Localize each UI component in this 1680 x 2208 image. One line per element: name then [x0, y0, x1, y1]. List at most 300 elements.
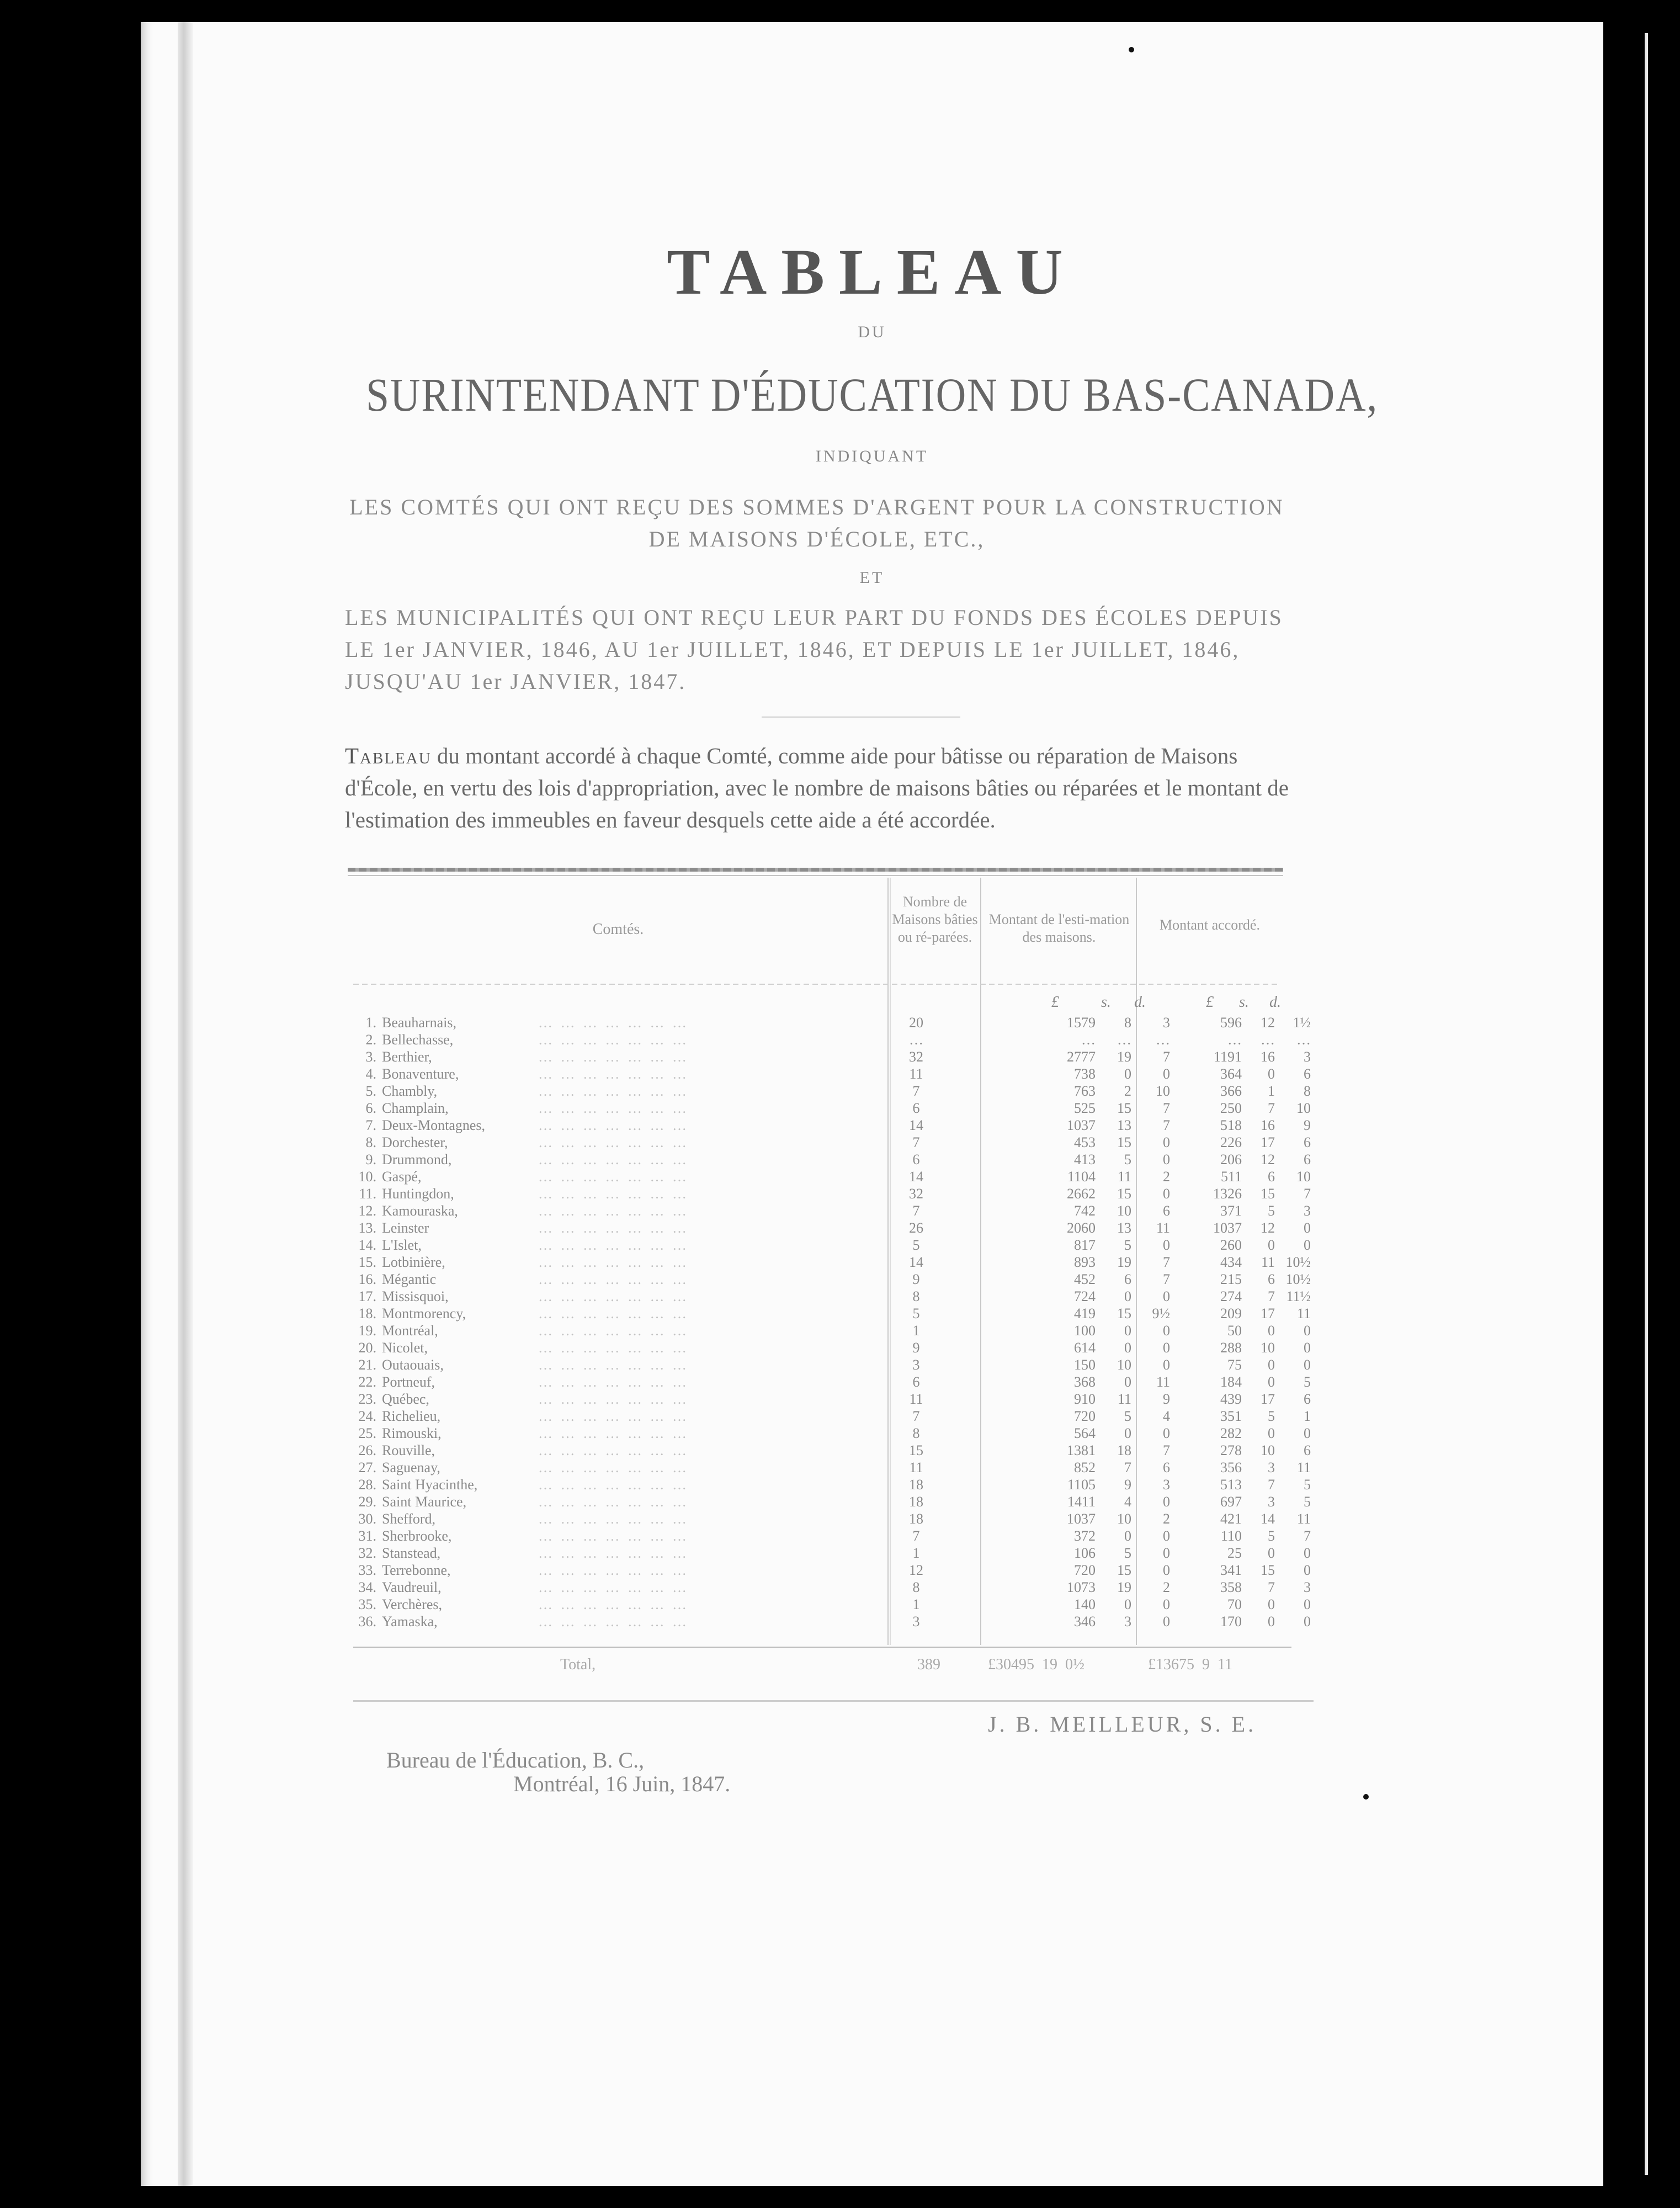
maisons-count: 18 — [909, 1511, 923, 1527]
signature: J. B. MEILLEUR, S. E. — [988, 1712, 1257, 1737]
row-number: 15. — [358, 1254, 376, 1270]
column-header-maisons: Nombre de Maisons bâties ou ré-parées. — [892, 894, 978, 945]
page-spine-shadow — [178, 22, 193, 2186]
accorde-pence: 0 — [1304, 1613, 1311, 1630]
column-header-estimation: Montant de l'esti-mation des maisons. — [988, 911, 1130, 945]
accorde-pounds: 206 — [1220, 1151, 1242, 1167]
county-name: Missisquoi, — [382, 1288, 449, 1304]
maisons-count: 26 — [909, 1220, 923, 1236]
maisons-count: 14 — [909, 1117, 923, 1133]
accorde-pounds: 75 — [1227, 1357, 1242, 1373]
short-divider — [762, 716, 960, 718]
table-row — [353, 1408, 1311, 1425]
estimation-shillings: 13 — [1117, 1220, 1131, 1236]
accorde-pence: 5 — [1304, 1477, 1311, 1493]
table-row — [353, 1117, 1311, 1134]
estimation-shillings: 2 — [1124, 1083, 1131, 1099]
row-number: 8. — [365, 1134, 376, 1150]
row-number: 24. — [358, 1408, 376, 1424]
accorde-shillings: 3 — [1268, 1459, 1275, 1475]
county-name: Montmorency, — [382, 1305, 466, 1321]
accorde-pence: 1 — [1304, 1408, 1311, 1424]
estimation-pence: 7 — [1163, 1271, 1170, 1287]
row-number: 26. — [358, 1442, 376, 1458]
row-number: 28. — [358, 1477, 376, 1493]
accorde-pounds: 25 — [1227, 1545, 1242, 1561]
county-name: Huntingdon, — [382, 1186, 454, 1202]
estimation-pounds: 852 — [1074, 1459, 1096, 1475]
row-number: 19. — [358, 1323, 376, 1339]
table-row — [353, 1442, 1311, 1459]
accorde-pounds: 1037 — [1213, 1220, 1242, 1236]
estimation-shillings: 19 — [1117, 1049, 1131, 1065]
description-text: du montant accordé à chaque Comté, comme aide pour bâtisse ou réparation de Maisons d'École, en vertu des lois d'appropriation, avec le nombre de maisons bâties ou réparées et le montant de l'estimation des immeubles en faveur desquels cette aide a été accordée. — [345, 743, 1289, 832]
county-name: Mégantic — [382, 1271, 437, 1287]
accorde-shillings: 17 — [1261, 1305, 1275, 1321]
leader-dots: … … … … … … … — [538, 1203, 689, 1219]
table-row — [353, 1220, 1311, 1236]
accorde-shillings: 7 — [1268, 1579, 1275, 1595]
leader-dots: … … … … … … … — [538, 1237, 689, 1253]
estimation-pence: 0 — [1163, 1237, 1170, 1253]
accorde-pence: 10½ — [1285, 1254, 1311, 1270]
accorde-pounds: 596 — [1220, 1015, 1242, 1031]
maisons-count: 15 — [909, 1442, 923, 1458]
accorde-pence: 5 — [1304, 1374, 1311, 1390]
estimation-shillings: 9 — [1124, 1477, 1131, 1493]
description-lead: Tableau — [345, 743, 432, 768]
accorde-pence: 11 — [1296, 1459, 1311, 1475]
unit-pound-accorde: £ — [1206, 994, 1214, 1011]
estimation-pence: … — [1156, 1032, 1170, 1048]
estimation-pence: 0 — [1163, 1494, 1170, 1510]
table-top-rule — [348, 868, 1283, 872]
accorde-pounds: 364 — [1220, 1066, 1242, 1082]
county-name: Bonaventure, — [382, 1066, 459, 1082]
row-number: 14. — [358, 1237, 376, 1253]
row-number: 36. — [358, 1613, 376, 1630]
estimation-pounds: 910 — [1074, 1391, 1096, 1407]
maisons-count: 1 — [912, 1596, 920, 1612]
estimation-shillings: 7 — [1124, 1459, 1131, 1475]
county-name: Richelieu, — [382, 1408, 441, 1424]
column-header-comtes: Comtés. — [592, 921, 644, 938]
maisons-count: 8 — [912, 1579, 920, 1595]
maisons-count: 32 — [909, 1186, 923, 1202]
accorde-shillings: 7 — [1268, 1288, 1275, 1304]
estimation-pence: 11 — [1156, 1374, 1170, 1390]
row-number: 6. — [365, 1100, 376, 1116]
estimation-pence: 11 — [1156, 1220, 1170, 1236]
county-name: Québec, — [382, 1391, 429, 1407]
table-row — [353, 1032, 1311, 1048]
accorde-pence: 7 — [1304, 1186, 1311, 1202]
leader-dots: … … … … … … … — [538, 1511, 689, 1527]
estimation-pence: 0 — [1163, 1186, 1170, 1202]
county-name: Champlain, — [382, 1100, 449, 1116]
municipalites-heading: LES MUNICIPALITÉS QUI ONT REÇU LEUR PART DU FONDS DES ÉCOLES DEPUIS LE 1er JANVIER, 1846, AU 1er JUILLET, 1846, ET DEPUIS LE 1er JUILLET, 1846, JUSQU'AU 1er JANVIER, 1847. — [345, 605, 1283, 694]
estimation-shillings: 0 — [1124, 1066, 1131, 1082]
row-number: 29. — [358, 1494, 376, 1510]
accorde-pounds: 209 — [1220, 1305, 1242, 1321]
accorde-pence: 5 — [1304, 1494, 1311, 1510]
accorde-pence: 0 — [1304, 1425, 1311, 1441]
maisons-count: 9 — [912, 1271, 920, 1287]
table-row — [353, 1477, 1311, 1493]
leader-dots: … … … … … … … — [538, 1562, 689, 1578]
estimation-pounds: … — [1081, 1032, 1096, 1048]
accorde-pounds: 1191 — [1213, 1049, 1242, 1065]
accorde-shillings: 6 — [1268, 1271, 1275, 1287]
county-name: Berthier, — [382, 1049, 432, 1065]
unit-shilling-accorde: s. — [1239, 994, 1249, 1011]
accorde-shillings: 0 — [1268, 1545, 1275, 1561]
accorde-pence: 10½ — [1285, 1271, 1311, 1287]
estimation-pence: 0 — [1163, 1425, 1170, 1441]
accorde-pounds: 356 — [1220, 1459, 1242, 1475]
county-name: Kamouraska, — [382, 1203, 458, 1219]
row-number: 27. — [358, 1459, 376, 1475]
maisons-count: 11 — [909, 1391, 923, 1407]
estimation-pence: 10 — [1156, 1083, 1170, 1099]
estimation-pounds: 106 — [1074, 1545, 1096, 1561]
estimation-pence: 0 — [1163, 1562, 1170, 1578]
accorde-shillings: 12 — [1261, 1015, 1275, 1031]
leader-dots: … … … … … … … — [538, 1477, 689, 1493]
accorde-shillings: 5 — [1268, 1528, 1275, 1544]
estimation-shillings: 6 — [1124, 1271, 1131, 1287]
leader-dots: … … … … … … … — [538, 1323, 689, 1339]
estimation-shillings: 10 — [1117, 1203, 1131, 1219]
estimation-pence: 7 — [1163, 1100, 1170, 1116]
maisons-count: 8 — [912, 1425, 920, 1441]
leader-dots: … … … … … … … — [538, 1151, 689, 1167]
estimation-pence: 4 — [1163, 1408, 1170, 1424]
maisons-count: 5 — [912, 1305, 920, 1321]
accorde-shillings: 1 — [1268, 1083, 1275, 1099]
estimation-pounds: 738 — [1074, 1066, 1096, 1082]
maisons-count: 5 — [912, 1237, 920, 1253]
row-number: 23. — [358, 1391, 376, 1407]
maisons-count: 14 — [909, 1254, 923, 1270]
unit-pence-accorde: d. — [1269, 994, 1281, 1011]
accorde-pounds: 439 — [1220, 1391, 1242, 1407]
accorde-pence: 9 — [1304, 1117, 1311, 1133]
estimation-pence: 0 — [1163, 1134, 1170, 1150]
row-number: 33. — [358, 1562, 376, 1578]
leader-dots: … … … … … … … — [538, 1494, 689, 1510]
accorde-pounds: 366 — [1220, 1083, 1242, 1099]
row-number: 9. — [365, 1151, 376, 1167]
total-label: Total, — [560, 1656, 596, 1673]
estimation-pounds: 413 — [1074, 1151, 1096, 1167]
estimation-pence: 0 — [1163, 1528, 1170, 1544]
leader-dots: … … … … … … … — [538, 1032, 689, 1048]
accorde-shillings: 0 — [1268, 1374, 1275, 1390]
accorde-pounds: 518 — [1220, 1117, 1242, 1133]
accorde-shillings: 10 — [1261, 1442, 1275, 1458]
estimation-shillings: 15 — [1117, 1134, 1131, 1150]
estimation-pence: 0 — [1163, 1340, 1170, 1356]
row-number: 18. — [358, 1305, 376, 1321]
comtes-heading: LES COMTÉS QUI ONT REÇU DES SOMMES D'ARGENT POUR LA CONSTRUCTION DE MAISONS D'ÉCOLE, ETC., — [349, 495, 1284, 551]
maisons-count: 6 — [912, 1100, 920, 1116]
estimation-pence: 0 — [1163, 1545, 1170, 1561]
estimation-shillings: 15 — [1117, 1100, 1131, 1116]
estimation-shillings: 0 — [1124, 1425, 1131, 1441]
estimation-shillings: 10 — [1117, 1511, 1131, 1527]
row-number: 32. — [358, 1545, 376, 1561]
table-row — [353, 1169, 1311, 1185]
county-name: Chambly, — [382, 1083, 438, 1099]
estimation-pounds: 614 — [1074, 1340, 1096, 1356]
estimation-pence: 3 — [1163, 1015, 1170, 1031]
county-name: Bellechasse, — [382, 1032, 454, 1048]
accorde-shillings: 16 — [1261, 1117, 1275, 1133]
table-row — [353, 1357, 1311, 1373]
county-name: Shefford, — [382, 1511, 436, 1527]
estimation-pence: 7 — [1163, 1254, 1170, 1270]
estimation-pence: 0 — [1163, 1288, 1170, 1304]
maisons-count: … — [909, 1032, 923, 1048]
row-number: 13. — [358, 1220, 376, 1236]
estimation-pounds: 150 — [1074, 1357, 1096, 1373]
estimation-shillings: 8 — [1124, 1015, 1131, 1031]
estimation-pounds: 368 — [1074, 1374, 1096, 1390]
estimation-pounds: 724 — [1074, 1288, 1096, 1304]
maisons-count: 7 — [912, 1134, 920, 1150]
maisons-count: 8 — [912, 1288, 920, 1304]
accorde-pence: 0 — [1304, 1596, 1311, 1612]
estimation-shillings: 0 — [1124, 1374, 1131, 1390]
leader-dots: … … … … … … … — [538, 1579, 689, 1595]
accorde-pence: 6 — [1304, 1391, 1311, 1407]
accorde-pence: 3 — [1304, 1203, 1311, 1219]
indiquant-label: INDIQUANT — [815, 447, 929, 465]
estimation-shillings: 5 — [1124, 1545, 1131, 1561]
estimation-shillings: 13 — [1117, 1117, 1131, 1133]
estimation-pounds: 140 — [1074, 1596, 1096, 1612]
leader-dots: … … … … … … … — [538, 1596, 689, 1612]
county-name: Saint Hyacinthe, — [382, 1477, 478, 1493]
county-name: Sherbrooke, — [382, 1528, 452, 1544]
table-row — [353, 1425, 1311, 1442]
column-header-accorde: Montant accordé. — [1160, 917, 1260, 933]
table-top-rule-thin — [348, 875, 1283, 876]
estimation-shillings: 0 — [1124, 1528, 1131, 1544]
accorde-pence: 11 — [1296, 1511, 1311, 1527]
accorde-pence: 7 — [1304, 1528, 1311, 1544]
estimation-pence: 0 — [1163, 1596, 1170, 1612]
county-name: Beauharnais, — [382, 1015, 457, 1031]
estimation-pounds: 452 — [1074, 1271, 1096, 1287]
estimation-pounds: 346 — [1074, 1613, 1096, 1630]
accorde-pence: 11½ — [1286, 1288, 1311, 1304]
accorde-shillings: 14 — [1261, 1511, 1275, 1527]
estimation-pounds: 1579 — [1067, 1015, 1096, 1031]
page-edge — [1645, 33, 1648, 2175]
accorde-pence: 6 — [1304, 1151, 1311, 1167]
row-number: 30. — [358, 1511, 376, 1527]
accorde-pounds: 697 — [1220, 1494, 1242, 1510]
table-row — [353, 1494, 1311, 1510]
accorde-shillings: 3 — [1268, 1494, 1275, 1510]
leader-dots: … … … … … … … — [538, 1357, 689, 1373]
county-name: Drummond, — [382, 1151, 452, 1167]
estimation-pounds: 720 — [1074, 1562, 1096, 1578]
accorde-shillings: 0 — [1268, 1596, 1275, 1612]
accorde-shillings: 7 — [1268, 1100, 1275, 1116]
estimation-shillings: 18 — [1117, 1442, 1131, 1458]
table-row — [353, 1459, 1311, 1476]
leader-dots: … … … … … … … — [538, 1545, 689, 1561]
estimation-pounds: 1411 — [1067, 1494, 1096, 1510]
county-name: Leinster — [382, 1220, 429, 1236]
estimation-shillings: 0 — [1124, 1596, 1131, 1612]
accorde-pounds: 250 — [1220, 1100, 1242, 1116]
estimation-shillings: 0 — [1124, 1323, 1131, 1339]
county-name: Vaudreuil, — [382, 1579, 442, 1595]
maisons-count: 7 — [912, 1083, 920, 1099]
estimation-pence: 9½ — [1152, 1305, 1170, 1321]
leader-dots: … … … … … … … — [538, 1425, 689, 1441]
accorde-pounds: 1326 — [1213, 1186, 1242, 1202]
row-number: 2. — [365, 1032, 376, 1048]
table-row — [353, 1049, 1311, 1065]
maisons-count: 9 — [912, 1340, 920, 1356]
accorde-shillings: 12 — [1261, 1220, 1275, 1236]
maisons-count: 1 — [912, 1545, 920, 1561]
estimation-pence: 2 — [1163, 1511, 1170, 1527]
table-row — [353, 1562, 1311, 1579]
county-name: Montréal, — [382, 1323, 438, 1339]
maisons-count: 12 — [909, 1562, 923, 1578]
accorde-pounds: 371 — [1220, 1203, 1242, 1219]
accorde-pence: 10 — [1296, 1100, 1311, 1116]
estimation-shillings: 19 — [1117, 1579, 1131, 1595]
estimation-pence: 2 — [1163, 1169, 1170, 1185]
et-label: ET — [859, 569, 885, 587]
accorde-pence: 0 — [1304, 1323, 1311, 1339]
estimation-pounds: 1037 — [1067, 1117, 1096, 1133]
accorde-shillings: 0 — [1268, 1613, 1275, 1630]
maisons-count: 20 — [909, 1015, 923, 1031]
leader-dots: … … … … … … … — [538, 1528, 689, 1544]
accorde-shillings: 12 — [1261, 1151, 1275, 1167]
accorde-shillings: 16 — [1261, 1049, 1275, 1065]
accorde-pounds: 50 — [1227, 1323, 1242, 1339]
county-name: Verchères, — [382, 1596, 442, 1612]
row-number: 5. — [365, 1083, 376, 1099]
accorde-pence: 0 — [1304, 1562, 1311, 1578]
accorde-pence: 0 — [1304, 1357, 1311, 1373]
estimation-pence: 3 — [1163, 1477, 1170, 1493]
estimation-pence: 0 — [1163, 1357, 1170, 1373]
leader-dots: … … … … … … … — [538, 1459, 689, 1475]
table-row — [353, 1254, 1311, 1271]
leader-dots: … … … … … … … — [538, 1015, 689, 1031]
row-number: 16. — [358, 1271, 376, 1287]
accorde-shillings: 0 — [1268, 1323, 1275, 1339]
estimation-pounds: 564 — [1074, 1425, 1096, 1441]
row-number: 34. — [358, 1579, 376, 1595]
table-row — [353, 1305, 1311, 1322]
estimation-pence: 7 — [1163, 1049, 1170, 1065]
accorde-pence: 3 — [1304, 1579, 1311, 1595]
county-name: Lotbinière, — [382, 1254, 445, 1270]
estimation-pounds: 893 — [1074, 1254, 1096, 1270]
accorde-pounds: 260 — [1220, 1237, 1242, 1253]
accorde-shillings: 0 — [1268, 1066, 1275, 1082]
leader-dots: … … … … … … … — [538, 1254, 689, 1270]
total-maisons: 389 — [917, 1656, 940, 1673]
total-row — [353, 1656, 1314, 1676]
table-row — [353, 1511, 1311, 1527]
maisons-count: 1 — [912, 1323, 920, 1339]
estimation-pounds: 1381 — [1067, 1442, 1096, 1458]
leader-dots: … … … … … … … — [538, 1100, 689, 1116]
accorde-shillings: 15 — [1261, 1562, 1275, 1578]
row-number: 25. — [358, 1425, 376, 1441]
accorde-pence: 10 — [1296, 1169, 1311, 1185]
leader-dots: … … … … … … … — [538, 1117, 689, 1133]
table-row — [353, 1288, 1311, 1305]
table-row — [353, 1083, 1311, 1100]
table-bottom-rule — [353, 1647, 1291, 1648]
leader-dots: … … … … … … … — [538, 1220, 689, 1236]
accorde-shillings: 0 — [1268, 1237, 1275, 1253]
accorde-pence: … — [1296, 1032, 1311, 1048]
row-number: 22. — [358, 1374, 376, 1390]
leader-dots: … … … … … … … — [538, 1066, 689, 1082]
accorde-shillings: 10 — [1261, 1340, 1275, 1356]
maisons-count: 7 — [912, 1528, 920, 1544]
estimation-pence: 0 — [1163, 1613, 1170, 1630]
footer-rule — [353, 1700, 1314, 1702]
table-row — [353, 1579, 1311, 1596]
accorde-shillings: 0 — [1268, 1425, 1275, 1441]
leader-dots: … … … … … … … — [538, 1442, 689, 1458]
accorde-shillings: … — [1261, 1032, 1275, 1048]
estimation-pounds: 525 — [1074, 1100, 1096, 1116]
accorde-pence: 3 — [1304, 1049, 1311, 1065]
accorde-pence: 0 — [1304, 1545, 1311, 1561]
estimation-shillings: 4 — [1124, 1494, 1131, 1510]
estimation-shillings: 3 — [1124, 1613, 1131, 1630]
title-du: DU — [858, 323, 886, 341]
maisons-count: 6 — [912, 1151, 920, 1167]
leader-dots: … … … … … … … — [538, 1083, 689, 1099]
maisons-count: 11 — [909, 1459, 923, 1475]
estimation-shillings: 11 — [1117, 1391, 1131, 1407]
accorde-pounds: 278 — [1220, 1442, 1242, 1458]
accorde-pounds: 358 — [1220, 1579, 1242, 1595]
estimation-shillings: 15 — [1117, 1562, 1131, 1578]
maisons-count: 18 — [909, 1477, 923, 1493]
leader-dots: … … … … … … … — [538, 1169, 689, 1185]
leader-dots: … … … … … … … — [538, 1305, 689, 1321]
county-name: Yamaska, — [382, 1613, 438, 1630]
table-row — [353, 1323, 1311, 1339]
maisons-count: 3 — [912, 1613, 920, 1630]
accorde-pence: 1½ — [1293, 1015, 1311, 1031]
estimation-pounds: 817 — [1074, 1237, 1096, 1253]
total-accorde: £13675 9 11 — [1148, 1656, 1232, 1673]
estimation-pounds: 419 — [1074, 1305, 1096, 1321]
estimation-shillings: 11 — [1117, 1169, 1131, 1185]
estimation-pounds: 372 — [1074, 1528, 1096, 1544]
unit-shilling-estimation: s. — [1101, 994, 1111, 1011]
